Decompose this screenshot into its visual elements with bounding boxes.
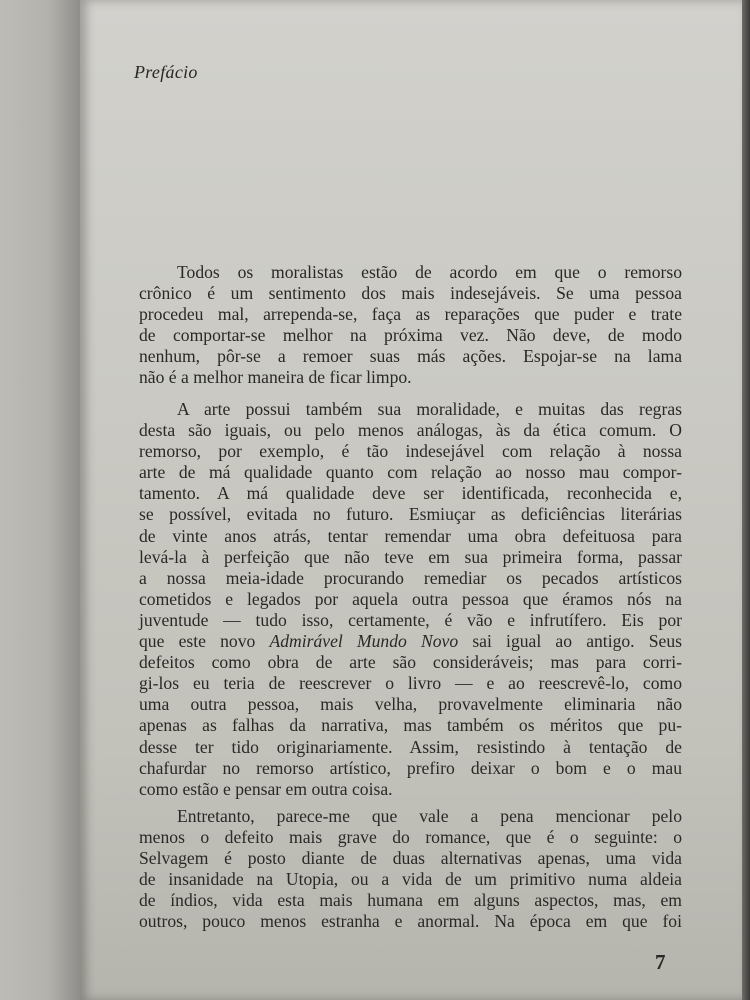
text-line: se possível, evitada no futuro. Esmiuçar as deficiências literárias — [139, 504, 682, 525]
text-line: de índios, vida esta mais humana em alguns aspectos, mas, em — [139, 890, 682, 911]
text-line: cometidos e legados por aquela outra pessoa que éramos nós na — [139, 588, 682, 609]
text-line: de insanidade na Utopia, ou a vida de um primitivo numa aldeia — [139, 869, 682, 890]
text-line: A arte possui também sua moralidade, e muitas das regras — [177, 399, 682, 419]
text-line: levá-la à perfeição que não teve em sua primeira forma, passar — [139, 546, 682, 567]
right-page-edge — [742, 0, 750, 1000]
running-head: Prefácio — [134, 62, 198, 82]
text-line: desta são iguais, ou pelo menos análogas, às da ética comum. O — [139, 420, 682, 441]
text-segment: que este novo — [139, 631, 270, 652]
text-line: uma outra pessoa, mais velha, provavelmente eliminaria não — [139, 694, 682, 715]
left-page-edge — [0, 0, 80, 1000]
text-line: tamento. A má qualidade deve ser identificada, reconhecida e, — [139, 483, 682, 504]
text-line: Todos os moralistas estão de acordo em que o remorso — [177, 262, 682, 282]
text-line: gi-los eu teria de reescrever o livro — e ao reescrevê-lo, como — [139, 673, 682, 694]
text-line: remorso, por exemplo, é tão indesejável com relação à nossa — [139, 441, 682, 462]
text-line: procedeu mal, arrependa-se, faça as reparações que puder e trate — [139, 304, 682, 325]
text-line: Entretanto, parece-me que vale a pena mencionar pelo — [177, 806, 682, 826]
text-line: como estão e pensar em outra coisa. — [139, 778, 393, 799]
text-line: nenhum, pôr-se a remoer suas más ações. Espojar-se na lama — [139, 346, 682, 367]
text-line: chafurdar no remorso artístico, prefiro deixar o bom e o mau — [139, 757, 682, 778]
text-line: apenas as falhas da narrativa, mas também os méritos que pu- — [139, 715, 682, 736]
text-line: de vinte anos atrás, tentar remendar uma obra defeituosa para — [139, 525, 682, 546]
text-line: crônico é um sentimento dos mais indesejáveis. Se uma pessoa — [139, 283, 682, 304]
text-line: menos o defeito mais grave do romance, que é o seguinte: o — [139, 827, 682, 848]
page-number: 7 — [655, 950, 666, 974]
book-title-italic: Admirável Mundo Novo — [269, 631, 459, 652]
paragraph-3 — [139, 806, 682, 933]
paragraph-2 — [139, 399, 682, 800]
text-line — [139, 631, 682, 652]
paragraph-1 — [139, 262, 682, 389]
text-line: arte de má qualidade quanto com relação ao nosso mau compor- — [139, 462, 682, 483]
text-line: desse ter tido originariamente. Assim, resistindo à tentação de — [139, 736, 682, 757]
text-line: não é a melhor maneira de ficar limpo. — [139, 367, 412, 388]
text-line: juventude — tudo isso, certamente, é vão e infrutífero. Eis por — [139, 609, 682, 630]
text-line: a nossa meia-idade procurando remediar os pecados artísticos — [139, 567, 682, 588]
text-line: de comportar-se melhor na próxima vez. Não deve, de modo — [139, 325, 682, 346]
text-segment: sai igual ao antigo. Seus — [458, 631, 682, 652]
text-line: defeitos como obra de arte são consideráveis; mas para corri- — [139, 652, 682, 673]
text-line: outros, pouco menos estranha e anormal. Na época em que foi — [139, 911, 682, 932]
text-line: Selvagem é posto diante de duas alternativas apenas, uma vida — [139, 848, 682, 869]
